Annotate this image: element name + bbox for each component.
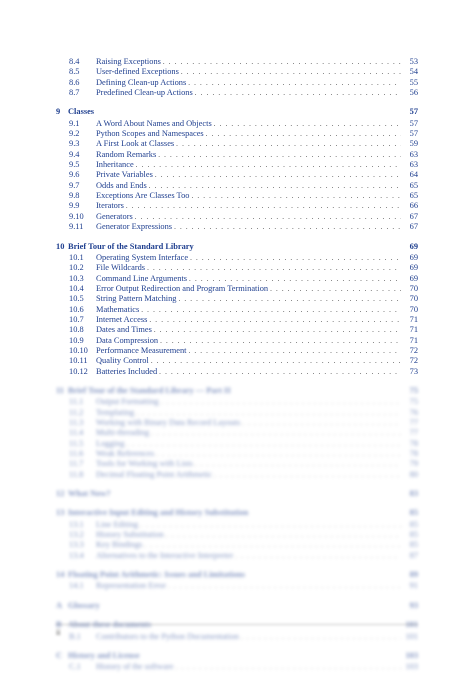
toc-section-entry[interactable]: [56, 632, 418, 642]
toc-section-entry[interactable]: [56, 263, 418, 273]
dot-leader: [151, 357, 401, 366]
section-number: 10.8: [69, 325, 84, 335]
chapter-title: Brief Tour of the Standard Library: [68, 241, 194, 251]
dot-leader: [144, 541, 401, 550]
toc-section-entry[interactable]: [56, 346, 418, 356]
toc-section-entry[interactable]: [56, 67, 418, 77]
dot-leader: [126, 202, 401, 211]
toc-chapter-heading[interactable]: [56, 651, 418, 661]
dot-leader: [242, 419, 401, 428]
dot-leader: [155, 171, 401, 180]
section-page: 65: [409, 180, 418, 190]
section-number: 9.5: [69, 160, 80, 170]
section-page: 72: [409, 356, 418, 366]
dot-leader: [189, 275, 401, 284]
section-page: 85: [409, 530, 418, 540]
toc-section-entry[interactable]: [56, 201, 418, 211]
toc-chapter-heading[interactable]: [56, 570, 418, 580]
dot-leader: [188, 79, 401, 88]
section-title: Odds and Ends: [96, 180, 147, 190]
dot-leader: [178, 295, 401, 304]
dot-leader: [270, 285, 401, 294]
section-page: 80: [409, 469, 418, 479]
section-title: A Word About Names and Objects: [96, 118, 212, 128]
section-title: Contributors to the Python Documentation: [96, 631, 239, 641]
chapter-page: 89: [409, 570, 418, 580]
chapter-page: 69: [409, 241, 418, 251]
section-number: 11.4: [69, 428, 84, 438]
toc-chapter: [56, 508, 418, 561]
section-number: 9.1: [69, 118, 80, 128]
dot-leader: [166, 531, 401, 540]
section-title: Defining Clean-up Actions: [96, 77, 187, 87]
toc-section-entry[interactable]: [56, 325, 418, 335]
section-title: Quality Control: [96, 356, 149, 366]
dot-leader: [163, 58, 401, 67]
dot-leader: [156, 450, 401, 459]
dot-leader: [158, 151, 401, 160]
section-title: Predefined Clean-up Actions: [96, 88, 193, 98]
toc-section-entry[interactable]: [56, 540, 418, 550]
section-title: History of the software: [96, 662, 174, 672]
section-title: Raising Exceptions: [96, 57, 161, 66]
section-title: Multi-threading: [96, 428, 150, 438]
toc-chapter: [56, 651, 418, 673]
toc-section-entry[interactable]: [56, 408, 418, 418]
section-page: 78: [409, 438, 418, 448]
section-page: 54: [409, 67, 418, 77]
section-number: 10.12: [69, 366, 88, 376]
section-title: Alternatives to the Interactive Interpreter: [96, 550, 234, 560]
section-title: Error Output Redirection and Program Termination: [96, 283, 269, 293]
chapter-title: Classes: [68, 107, 95, 117]
section-title: Mathematics: [96, 304, 140, 314]
toc-section-entry[interactable]: [56, 336, 418, 346]
chapter-title: History and License: [68, 650, 140, 660]
section-page: 85: [409, 540, 418, 550]
toc-section-entry[interactable]: [56, 428, 418, 438]
section-page: 56: [409, 88, 418, 98]
section-page: 101: [405, 631, 418, 641]
section-title: Representation Error: [96, 581, 166, 591]
section-title: Operating System Interface: [96, 252, 189, 262]
toc-chapter-heading[interactable]: [56, 508, 418, 518]
section-number: 9.11: [69, 222, 84, 232]
chapter-page: 103: [405, 650, 418, 660]
toc-chapter: [56, 242, 418, 377]
section-number: 11.8: [69, 469, 84, 479]
chapter-title: About these documents: [68, 620, 152, 630]
section-title: User-defined Exceptions: [96, 67, 179, 77]
section-number: 11.2: [69, 407, 84, 417]
section-title: Output Formatting: [96, 397, 159, 407]
toc-section-entry[interactable]: [56, 581, 418, 591]
section-number: 10.1: [69, 252, 84, 262]
section-title: Decimal Floating Point Arithmetic: [96, 469, 213, 479]
section-title: Python Scopes and Namespaces: [96, 129, 204, 139]
chapter-page: 57: [409, 107, 418, 117]
toc-section-entry[interactable]: [56, 397, 418, 407]
toc-section-entry[interactable]: [56, 356, 418, 366]
section-number: 9.3: [69, 139, 80, 149]
section-page: 63: [409, 149, 418, 159]
dot-leader: [175, 663, 401, 672]
footer-page-number: ii: [56, 628, 61, 637]
section-page: 65: [409, 191, 418, 201]
chapter-title: Glossary: [68, 600, 100, 610]
section-page: 78: [409, 449, 418, 459]
dot-leader: [151, 429, 401, 438]
chapter-title: Floating Point Arithmetic: Issues and Limitations: [68, 570, 246, 580]
dot-leader: [159, 368, 401, 377]
section-number: 11.7: [69, 459, 84, 469]
table-of-contents: [56, 57, 418, 682]
toc-chapter-heading[interactable]: [56, 386, 418, 396]
section-number: 9.10: [69, 211, 84, 221]
section-title: Inheritance: [96, 160, 134, 170]
section-title: Internet Access: [96, 314, 148, 324]
section-page: 71: [409, 325, 418, 335]
chapter-number: B: [56, 620, 62, 630]
toc-chapter: [56, 489, 418, 499]
dot-leader: [235, 552, 401, 561]
section-number: 13.2: [69, 530, 84, 540]
section-number: 9.6: [69, 170, 80, 180]
section-number: 8.5: [69, 67, 80, 77]
chapter-page: 93: [409, 600, 418, 610]
dot-leader: [136, 161, 401, 170]
toc-section-entry[interactable]: [56, 294, 418, 304]
chapter-page: 83: [409, 489, 418, 499]
section-page: 67: [409, 211, 418, 221]
section-page: 79: [409, 459, 418, 469]
dot-leader: [126, 440, 401, 449]
dot-leader: [195, 89, 401, 98]
section-number: 13.4: [69, 550, 84, 560]
section-page: 91: [409, 581, 418, 591]
dot-leader: [149, 316, 401, 325]
section-number: 10.11: [69, 356, 88, 366]
section-page: 64: [409, 170, 418, 180]
section-title: Line Editing: [96, 519, 139, 529]
section-number: 9.9: [69, 201, 80, 211]
section-title: Weak References: [96, 449, 155, 459]
toc-section-entry[interactable]: [56, 150, 418, 160]
section-page: 70: [409, 283, 418, 293]
section-title: Batteries Included: [96, 366, 158, 376]
toc-section-entry[interactable]: [56, 119, 418, 129]
dot-leader: [195, 460, 401, 469]
section-page: 77: [409, 418, 418, 427]
dot-leader: [136, 409, 401, 418]
chapter-title: Brief Tour of the Standard Library — Part II: [68, 385, 231, 395]
section-title: Tools for Working with Lists: [96, 459, 193, 469]
section-title: History Substitution: [96, 530, 164, 540]
dot-leader: [135, 213, 401, 222]
toc-section-entry[interactable]: [56, 662, 418, 672]
dot-leader: [174, 223, 401, 232]
toc-section-entry[interactable]: [56, 222, 418, 232]
section-number: 9.8: [69, 191, 80, 201]
dot-leader: [168, 582, 401, 591]
section-page: 71: [409, 335, 418, 345]
toc-section-entry[interactable]: [56, 78, 418, 88]
toc-section-entry[interactable]: [56, 88, 418, 98]
toc-chapter: [56, 601, 418, 611]
chapter-number: 14: [56, 570, 65, 580]
toc-section-entry[interactable]: [56, 367, 418, 377]
section-title: Generators: [96, 211, 133, 221]
toc-section-entry[interactable]: [56, 449, 418, 459]
toc-chapter: [56, 107, 418, 232]
section-title: A First Look at Classes: [96, 139, 175, 149]
toc-section-entry[interactable]: [56, 170, 418, 180]
section-number: 10.3: [69, 273, 84, 283]
toc-section-entry[interactable]: [56, 459, 418, 469]
dot-leader: [161, 398, 401, 407]
section-title: Dates and Times: [96, 325, 152, 335]
section-number: 13.1: [69, 519, 84, 529]
section-title: Random Remarks: [96, 149, 157, 159]
dot-leader: [176, 140, 401, 149]
dot-leader: [241, 633, 401, 642]
section-number: 11.1: [69, 397, 84, 407]
section-number: 11.3: [69, 418, 84, 427]
section-number: 10.9: [69, 335, 84, 345]
toc-section-entry[interactable]: [56, 418, 418, 428]
section-page: 75: [409, 397, 418, 407]
section-number: 13.3: [69, 540, 84, 550]
dot-leader: [191, 192, 401, 201]
toc-section-entry[interactable]: [56, 520, 418, 530]
chapter-title: What Now?: [68, 489, 111, 499]
dot-leader: [140, 521, 401, 530]
chapter-number: C: [56, 650, 63, 660]
section-number: 9.7: [69, 180, 80, 190]
toc-section-entry[interactable]: [56, 551, 418, 561]
dot-leader: [160, 337, 401, 346]
section-number: 10.7: [69, 314, 84, 324]
toc-section-entry[interactable]: [56, 160, 418, 170]
toc-chapter-heading[interactable]: [56, 489, 418, 499]
section-page: 87: [409, 550, 418, 560]
toc-chapter: [56, 570, 418, 592]
section-page: 69: [409, 273, 418, 283]
chapter-number: 9: [56, 107, 61, 117]
section-number: 8.7: [69, 88, 80, 98]
section-number: 10.2: [69, 263, 84, 273]
dot-leader: [214, 471, 401, 480]
section-page: 71: [409, 314, 418, 324]
chapter-number: A: [56, 600, 63, 610]
section-page: 53: [409, 57, 418, 66]
section-page: 57: [409, 129, 418, 139]
toc-chapter-heading[interactable]: [56, 620, 418, 630]
section-page: 77: [409, 428, 418, 438]
section-page: 73: [409, 366, 418, 376]
toc-chapter: [56, 57, 418, 98]
toc-section-entry[interactable]: [56, 530, 418, 540]
chapter-title: Interactive Input Editing and History Substitution: [68, 508, 249, 518]
section-page: 85: [409, 519, 418, 529]
section-title: Iterators: [96, 201, 124, 211]
toc-section-entry[interactable]: [56, 305, 418, 315]
section-page: 69: [409, 263, 418, 273]
toc-chapter-heading[interactable]: [56, 107, 418, 117]
chapter-number: 10: [56, 241, 65, 251]
footer-rule: [56, 624, 418, 625]
toc-section-entry[interactable]: [56, 212, 418, 222]
section-title: Command Line Arguments: [96, 273, 188, 283]
section-title: Working with Binary Data Record Layouts: [96, 418, 241, 427]
dot-leader: [188, 347, 401, 356]
dot-leader: [149, 182, 401, 191]
toc-section-entry[interactable]: [56, 139, 418, 149]
section-number: 10.10: [69, 345, 88, 355]
dot-leader: [147, 264, 401, 273]
section-title: Key Bindings: [96, 540, 143, 550]
toc-chapter-heading[interactable]: [56, 242, 418, 252]
section-title: Generator Expressions: [96, 222, 173, 232]
section-page: 70: [409, 294, 418, 304]
section-title: Data Compression: [96, 335, 159, 345]
toc-section-entry[interactable]: [56, 57, 418, 67]
section-number: 8.4: [69, 57, 80, 66]
section-number: 10.4: [69, 283, 84, 293]
section-number: 10.6: [69, 304, 84, 314]
toc-section-entry[interactable]: [56, 315, 418, 325]
section-title: Templating: [96, 407, 135, 417]
section-page: 103: [405, 662, 418, 672]
section-page: 66: [409, 201, 418, 211]
dot-leader: [181, 68, 401, 77]
section-page: 70: [409, 304, 418, 314]
section-number: 14.1: [69, 581, 84, 591]
dot-leader: [141, 306, 401, 315]
toc-section-entry[interactable]: [56, 284, 418, 294]
section-title: String Pattern Matching: [96, 294, 177, 304]
section-title: Performance Measurement: [96, 345, 187, 355]
chapter-page: 101: [405, 620, 418, 630]
toc-section-entry[interactable]: [56, 181, 418, 191]
section-page: 72: [409, 345, 418, 355]
section-page: 57: [409, 118, 418, 128]
chapter-page: 75: [409, 385, 418, 395]
section-title: Private Variables: [96, 170, 153, 180]
toc-section-entry[interactable]: [56, 274, 418, 284]
section-number: 8.6: [69, 77, 80, 87]
section-page: 76: [409, 407, 418, 417]
section-page: 63: [409, 160, 418, 170]
section-title: File Wildcards: [96, 263, 146, 273]
toc-section-entry[interactable]: [56, 129, 418, 139]
section-page: 59: [409, 139, 418, 149]
section-number: B.1: [69, 631, 81, 641]
toc-section-entry[interactable]: [56, 253, 418, 263]
dot-leader: [214, 120, 401, 129]
dot-leader: [190, 254, 401, 263]
toc-section-entry[interactable]: [56, 191, 418, 201]
chapter-number: 13: [56, 508, 65, 518]
toc-chapter-heading[interactable]: [56, 601, 418, 611]
toc-section-entry[interactable]: [56, 439, 418, 449]
section-number: 11.6: [69, 449, 84, 459]
toc-section-entry[interactable]: [56, 470, 418, 480]
section-number: 11.5: [69, 438, 84, 448]
dot-leader: [206, 130, 401, 139]
section-page: 55: [409, 77, 418, 87]
section-number: C.1: [69, 662, 81, 672]
section-number: 10.5: [69, 294, 84, 304]
section-page: 67: [409, 222, 418, 232]
section-number: 9.4: [69, 149, 80, 159]
section-page: 69: [409, 252, 418, 262]
chapter-page: 85: [409, 508, 418, 518]
section-title: Exceptions Are Classes Too: [96, 191, 190, 201]
section-number: 9.2: [69, 129, 80, 139]
section-title: Logging: [96, 438, 125, 448]
chapter-number: 11: [56, 385, 64, 395]
chapter-number: 12: [56, 489, 65, 499]
dot-leader: [154, 326, 401, 335]
toc-chapter: [56, 386, 418, 480]
